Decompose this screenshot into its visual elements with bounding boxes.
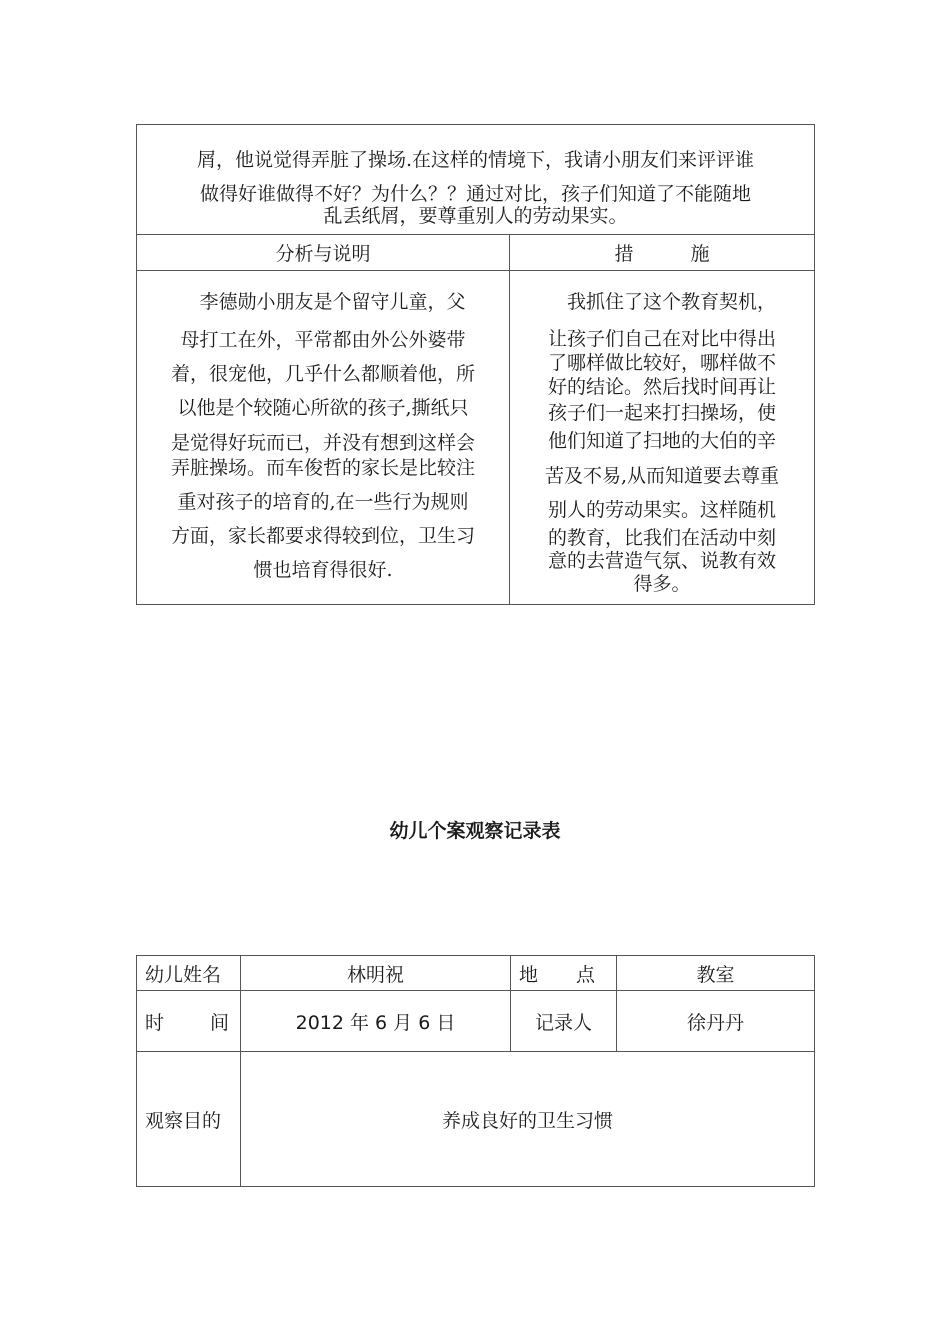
child-observation-record-table	[136, 955, 815, 1187]
observation-content-cell	[137, 125, 815, 235]
analysis-header: 分析与说明	[137, 235, 510, 271]
time-label	[137, 991, 241, 1052]
measures-line: 别人的劳动果实。这样随机	[548, 499, 777, 521]
measures-line: 意的去营造气氛、说教有效	[548, 550, 777, 572]
analysis-line: 李德勋小朋友是个留守儿童，父	[180, 291, 466, 313]
purpose-label: 观察目的	[137, 1052, 241, 1187]
analysis-cell	[137, 271, 510, 605]
content-line: 屑，他说觉得弄脏了操场.在这样的情境下，我请小朋友们来评评谁	[196, 149, 755, 171]
measures-line: 他们知道了扫地的大伯的辛	[548, 430, 777, 452]
observation-continuation-table	[136, 124, 815, 605]
analysis-line: 着，很宠他，几乎什么都顺着他，所	[170, 363, 475, 385]
analysis-line: 弄脏操场。而车俊哲的家长是比较注	[170, 457, 475, 479]
recorder-value: 徐丹丹	[617, 991, 815, 1052]
measures-line: 让孩子们自己在对比中得出	[548, 328, 777, 350]
child-name-label: 幼儿姓名	[137, 956, 241, 991]
measures-line: 苦及不易,从而知道要去尊重	[544, 465, 780, 487]
analysis-line: 重对孩子的培育的,在一些行为规则	[177, 491, 469, 513]
date-value: 2012 年 6 月 6 日	[241, 991, 511, 1052]
analysis-line: 以他是个较随心所欲的孩子,撕纸只	[177, 397, 469, 419]
page-title: 幼儿个案观察记录表	[389, 820, 561, 842]
measures-line: 的教育，比我们在活动中刻	[548, 527, 777, 549]
recorder-label: 记录人	[511, 991, 617, 1052]
analysis-line: 是觉得好玩而已，并没有想到这样会	[170, 432, 475, 454]
measures-line: 得多。	[633, 573, 691, 595]
time-label-char: 间	[210, 1011, 230, 1034]
measures-cell	[510, 271, 815, 605]
content-line: 乱丢纸屑，要尊重别人的劳动果实。	[323, 205, 628, 227]
analysis-line: 惯也培育得很好.	[253, 559, 393, 581]
measures-line: 孩子们一起来打扫操场，使	[548, 402, 777, 424]
time-label-char: 时	[145, 1011, 165, 1034]
measures-line: 好的结论。然后找时间再让	[548, 376, 777, 398]
place-value: 教室	[617, 956, 815, 991]
analysis-line: 母打工在外，平常都由外公外婆带	[180, 329, 466, 351]
measures-header: 措 施	[510, 235, 815, 271]
analysis-line: 方面，家长都要求得较到位，卫生习	[170, 525, 475, 547]
place-label: 地 点	[511, 956, 617, 991]
child-name-value: 林明祝	[241, 956, 511, 991]
measures-line: 了哪样做比较好，哪样做不	[548, 352, 777, 374]
measures-line: 我抓住了这个教育契机，	[548, 291, 777, 313]
purpose-value: 养成良好的卫生习惯	[241, 1052, 815, 1187]
content-line: 做得好谁做得不好？为什么？？通过对比，孩子们知道了不能随地	[200, 183, 752, 205]
